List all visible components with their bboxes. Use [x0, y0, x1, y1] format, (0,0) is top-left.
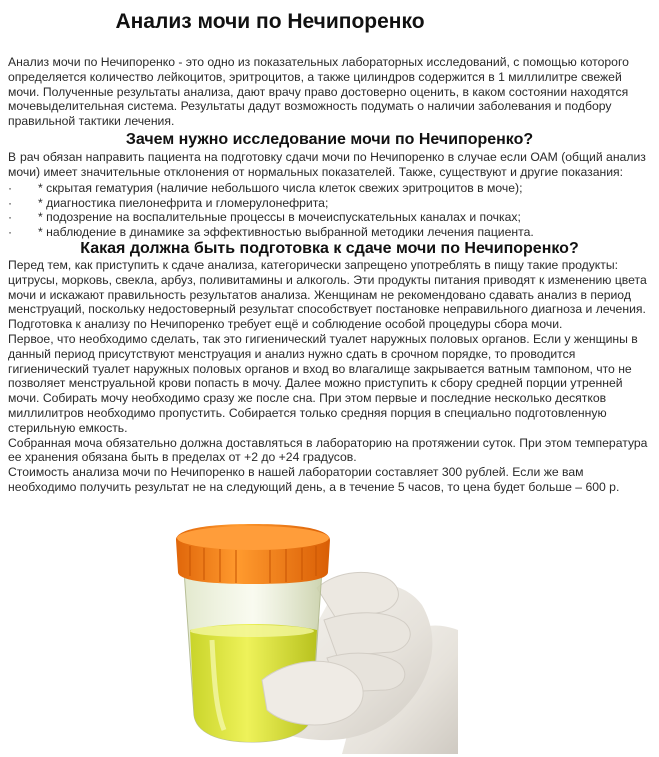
page-title: Анализ мочи по Нечипоренко	[115, 10, 425, 33]
glove-thumb	[262, 661, 363, 725]
prep-paragraph-price: Стоимость анализа мочи по Нечипоренко в нашей лаборатории составляет 300 рублей. Если же вам необходимо получить результат не на следующий день, а в течение 5 часов, то цена будет больше – 600 р.	[8, 465, 620, 494]
list-item	[8, 181, 628, 196]
cap-top	[177, 526, 329, 550]
glove-finger-middle	[324, 613, 410, 656]
prep-paragraph-delivery: Собранная моча обязательно должна доставляться в лабораторию на протяжении суток. При этом температура ее хранения обязана быть в пределах от +2 до +24 градусов.	[8, 435, 648, 465]
why-paragraph	[8, 150, 653, 180]
list-item-text: * наблюдение в динамике за эффективностью выбранной методики лечения пациента.	[38, 224, 534, 239]
why-heading: Зачем нужно исследование мочи по Нечипоренко?	[125, 131, 534, 148]
list-item-text: * подозрение на воспалительные процессы в мочеиспускательных каналах и почках;	[38, 210, 521, 225]
prep-heading: Какая должна быть подготовка к сдаче мочи по Нечипоренко?	[80, 240, 579, 257]
bullet-dot: ·	[8, 210, 13, 225]
gloved-hand-with-container-illustration	[112, 510, 458, 754]
prep-section	[8, 258, 653, 495]
indications-list	[8, 181, 628, 239]
urine-container-photo	[112, 510, 458, 754]
bullet-dot: ·	[8, 195, 13, 210]
prep-paragraph-collection: Первое, что необходимо сделать, так это гигиенический туалет наружных половых органов. Если у женщины в данный период присутствуют менструация и анализ нужно сдать в срочном порядке, то проводится гигиенический туалет наружных половых органов и вход во влагалище закрывается ватным тампоном, что не позволяет менструальной крови попасть в мочу. Далее можно приступить к сбору средней порции утренней мочи. Собирать мочу необходимо сразу же после сна. При этом первые и последние несколько десятков миллилитров необходимо пропустить. Собирается только средняя порция в специально подготовленную стерильную емкость.	[8, 331, 638, 435]
list-item	[8, 210, 628, 225]
liquid-surface	[190, 625, 314, 637]
prep-paragraph-procedure: Подготовка к анализу по Нечипоренко требует ещё и соблюдение особой процедуры сбора мочи.	[8, 317, 563, 332]
list-item	[8, 196, 628, 211]
prep-paragraph-products: Перед тем, как приступить к сдаче анализа, категорически запрещено употреблять в пищу такие продукты: цитрусы, морковь, свекла, арбуз, поливитамины и алкоголь. Эти продукты питания приводят к изменению цвета мочи и искажают правильность результатов анализа. Женщинам не рекомендовано сдавать анализ в период менструаций, поскольку недостоверный результат способствует постановке неправильного диагноза и лечения.	[8, 258, 647, 317]
list-item	[8, 225, 628, 240]
why-dropcap: В	[8, 150, 17, 164]
bullet-dot: ·	[8, 224, 13, 239]
bullet-dot: ·	[8, 181, 13, 195]
list-item-text: * диагностика пиелонефрита и гломерулонефрита;	[38, 195, 329, 210]
why-text: рач обязан направить пациента на подготовку сдачи мочи по Нечипоренко в случае если ОАМ (общий анализ мочи) имеет значительные отклонения от нормальных показателей. Также, существуют и другие показания:	[8, 150, 646, 179]
list-item-text: * скрытая гематурия (наличие небольшого числа клеток свежих эритроцитов в моче);	[38, 181, 523, 195]
intro-paragraph: Анализ мочи по Нечипоренко - это одно из показательных лабораторных исследований, с помощью которого определяется количество лейкоцитов, эритроцитов, а также цилиндров содержится в 1 миллилитре свежей мочи. Полученные результаты анализа, дают врачу право достоверно оценить, в каком состоянии находятся мочевыделительная система. Результаты дадут возможность подумать о наличии заболевания и подбору правильной тактики лечения.	[8, 55, 629, 129]
